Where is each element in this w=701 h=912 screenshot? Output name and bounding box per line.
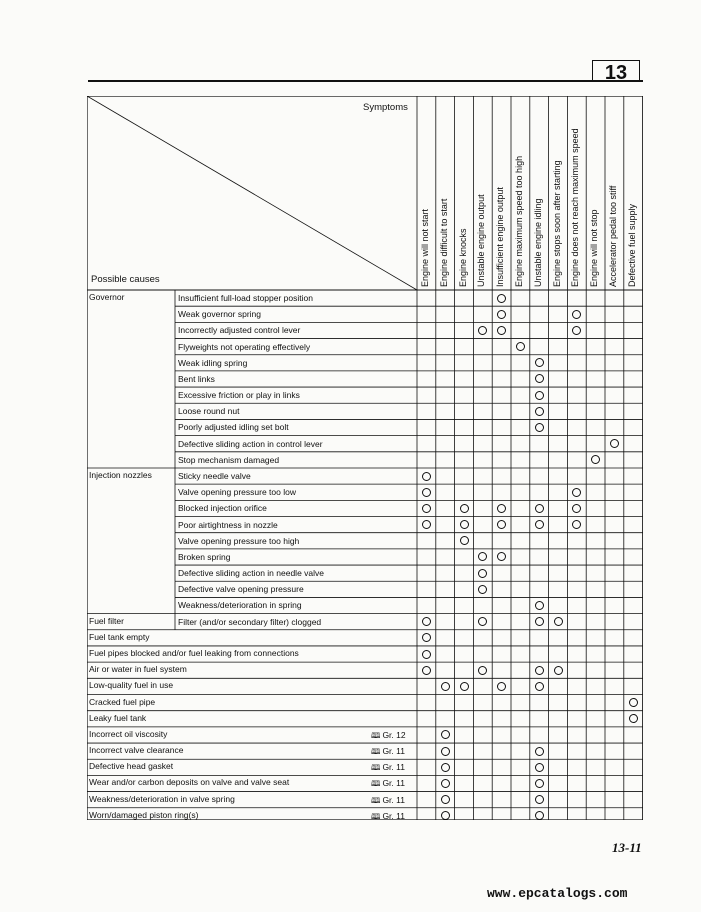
symptom-mark-circle bbox=[497, 682, 506, 691]
cause-category: Fuel tank empty bbox=[89, 631, 150, 642]
cause-category: Air or water in fuel system bbox=[89, 664, 187, 675]
page-number: 13-11 bbox=[612, 840, 642, 855]
symptom-mark-circle bbox=[535, 747, 544, 756]
symptom-mark-circle bbox=[441, 747, 450, 756]
cause-category: Worn/damaged piston ring(s) bbox=[89, 809, 199, 820]
symptom-mark-circle bbox=[460, 504, 469, 513]
symptom-mark-circle bbox=[478, 666, 487, 675]
cause-label: Broken spring bbox=[178, 551, 231, 562]
symptom-mark-circle bbox=[572, 488, 581, 497]
manual-reference bbox=[371, 795, 405, 809]
symptom-column-header: Engine maximum speed too high bbox=[514, 155, 524, 287]
symptom-column-header: Engine knocks bbox=[457, 228, 468, 287]
cause-label: Weak governor spring bbox=[178, 309, 261, 320]
symptom-mark-circle bbox=[535, 423, 544, 432]
cause-label: Loose round nut bbox=[178, 406, 240, 417]
cause-label: Defective sliding action in needle valve bbox=[178, 568, 325, 579]
cause-category: Low-quality fuel in use bbox=[89, 680, 174, 691]
troubleshooting-table bbox=[87, 96, 643, 820]
symptom-mark-circle bbox=[554, 617, 563, 626]
cause-label: Insufficient full-load stopper position bbox=[178, 293, 313, 303]
symptom-mark-circle bbox=[535, 666, 544, 675]
manual-reference-text: Gr. 11 bbox=[382, 810, 405, 821]
book-icon: 🕮 bbox=[371, 730, 381, 740]
manual-reference bbox=[371, 811, 405, 825]
symptom-column-header: Engine will not stop bbox=[589, 209, 600, 287]
book-icon: 🕮 bbox=[371, 795, 381, 805]
symptom-mark-circle bbox=[422, 520, 431, 529]
symptom-mark-circle bbox=[441, 811, 450, 820]
symptom-column-header: Unstable engine idling bbox=[532, 198, 543, 287]
symptom-mark-circle bbox=[441, 682, 450, 691]
cause-label: Weak idling spring bbox=[178, 357, 248, 368]
cause-label: Defective sliding action in control lever bbox=[178, 438, 323, 449]
manual-reference bbox=[371, 762, 405, 776]
cause-category: Cracked fuel pipe bbox=[89, 696, 156, 707]
cause-label: Excessive friction or play in links bbox=[178, 390, 300, 401]
manual-reference bbox=[371, 730, 406, 744]
symptom-mark-circle bbox=[535, 504, 544, 513]
cause-category: Fuel filter bbox=[89, 615, 124, 626]
chapter-number: 13 bbox=[592, 60, 640, 82]
symptom-mark-circle bbox=[629, 714, 638, 723]
symptom-mark-circle bbox=[441, 763, 450, 772]
symptom-column-header: Engine stops soon after starting bbox=[551, 160, 562, 287]
cause-label: Flyweights not operating effectively bbox=[178, 341, 311, 352]
symptom-mark-circle bbox=[460, 520, 469, 529]
symptom-mark-circle bbox=[554, 666, 563, 675]
cause-label: Valve opening pressure too low bbox=[178, 487, 296, 498]
symptom-column-header: Defective fuel supply bbox=[626, 203, 637, 287]
cause-category: Injection nozzles bbox=[89, 469, 152, 480]
symptom-column-header: Insufficient engine output bbox=[495, 187, 506, 287]
symptom-mark-circle bbox=[497, 326, 506, 335]
cause-label: Poor airtightness in nozzle bbox=[178, 519, 278, 530]
symptom-mark-circle bbox=[422, 488, 431, 497]
symptom-mark-circle bbox=[422, 504, 431, 513]
cause-label: Sticky needle valve bbox=[178, 470, 251, 481]
cause-label: Filter (and/or secondary filter) clogged bbox=[178, 616, 322, 627]
cause-category: Leaky fuel tank bbox=[89, 712, 147, 723]
manual-reference-text: Gr. 11 bbox=[382, 762, 405, 773]
symptom-mark-circle bbox=[535, 811, 544, 820]
symptom-mark-circle bbox=[422, 472, 431, 481]
symptom-mark-circle bbox=[422, 666, 431, 675]
symptom-column-header: Engine will not start bbox=[420, 208, 430, 287]
symptom-mark-circle bbox=[478, 569, 487, 578]
manual-reference bbox=[371, 778, 405, 792]
header-rule bbox=[88, 80, 643, 82]
manual-reference-text: Gr. 11 bbox=[382, 778, 405, 789]
symptom-column-header: Engine difficult to start bbox=[438, 198, 449, 287]
symptom-column-header: Accelerator pedal too stiff bbox=[608, 185, 618, 287]
possible-causes-header: Possible causes bbox=[91, 274, 160, 285]
symptom-mark-circle bbox=[422, 650, 431, 659]
manual-reference-text: Gr. 11 bbox=[382, 794, 405, 805]
manual-reference-text: Gr. 11 bbox=[382, 746, 405, 757]
book-icon: 🕮 bbox=[371, 779, 381, 789]
symptom-mark-circle bbox=[629, 698, 638, 707]
cause-category: Weakness/deterioration in valve spring bbox=[89, 793, 235, 804]
cause-category: Incorrect valve clearance bbox=[89, 745, 184, 756]
cause-label: Blocked injection orifice bbox=[178, 503, 267, 514]
manual-reference-text: Gr. 12 bbox=[382, 729, 406, 740]
symptom-mark-circle bbox=[535, 779, 544, 788]
symptom-mark-circle bbox=[535, 601, 544, 610]
book-icon: 🕮 bbox=[371, 747, 381, 757]
cause-label: Poorly adjusted idling set bolt bbox=[178, 422, 289, 433]
symptom-mark-circle bbox=[460, 536, 469, 545]
cause-label: Incorrectly adjusted control lever bbox=[178, 325, 301, 336]
symptom-mark-circle bbox=[535, 795, 544, 804]
cause-category: Wear and/or carbon deposits on valve and valve seat bbox=[89, 777, 290, 788]
symptom-column-header: Engine does not reach maximum speed bbox=[570, 128, 581, 287]
symptom-mark-circle bbox=[497, 504, 506, 513]
cause-label: Defective valve opening pressure bbox=[178, 584, 304, 595]
cause-label: Stop mechanism damaged bbox=[178, 454, 280, 465]
book-icon: 🕮 bbox=[371, 763, 381, 773]
cause-category: Incorrect oil viscosity bbox=[89, 728, 168, 739]
symptom-mark-circle bbox=[535, 520, 544, 529]
cause-category: Fuel pipes blocked and/or fuel leaking from connections bbox=[89, 647, 299, 658]
watermark: www.epcatalogs.com bbox=[487, 886, 628, 901]
symptom-mark-circle bbox=[441, 795, 450, 804]
symptom-mark-circle bbox=[535, 682, 544, 691]
symptom-mark-circle bbox=[497, 294, 506, 303]
symptom-mark-circle bbox=[497, 310, 506, 319]
symptom-mark-circle bbox=[535, 617, 544, 626]
symptom-mark-circle bbox=[535, 391, 544, 400]
manual-reference bbox=[371, 746, 405, 760]
symptom-mark-circle bbox=[535, 407, 544, 416]
symptom-mark-circle bbox=[535, 358, 544, 367]
symptom-mark-circle bbox=[460, 682, 469, 691]
symptom-mark-circle bbox=[516, 342, 525, 351]
cause-category: Defective head gasket bbox=[89, 761, 174, 772]
cause-label: Weakness/deterioration in spring bbox=[178, 600, 302, 611]
symptom-mark-circle bbox=[441, 779, 450, 788]
symptom-column-header: Unstable engine output bbox=[476, 194, 487, 287]
symptom-mark-circle bbox=[535, 763, 544, 772]
cause-label: Bent links bbox=[178, 373, 215, 384]
book-icon: 🕮 bbox=[371, 811, 381, 821]
cause-category: Governor bbox=[89, 292, 125, 302]
symptoms-header: Symptoms bbox=[363, 102, 408, 113]
cause-label: Valve opening pressure too high bbox=[178, 535, 300, 546]
